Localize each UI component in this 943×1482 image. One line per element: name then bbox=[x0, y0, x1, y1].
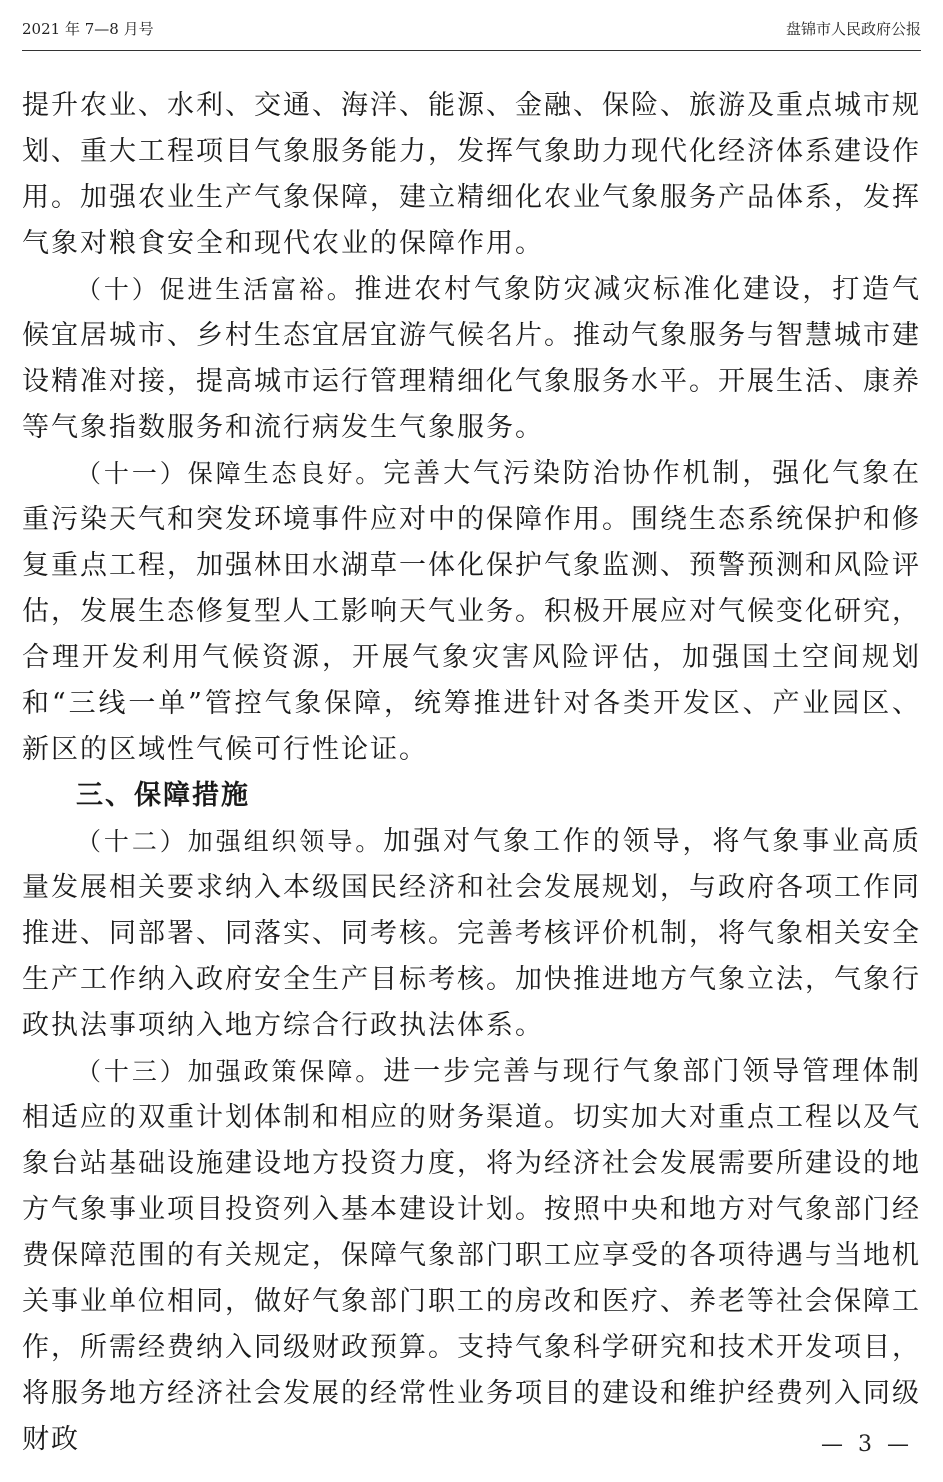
section-heading: 三、保障措施 bbox=[76, 780, 250, 811]
item-11-body: 完善大气污染防治协作机制，强化气象在重污染天气和突发环境事件应对中的保障作用。围绕生态系统保护和修复重点工程，加强林田水湖草一体化保护气象监测、预警预测和风险评估，发展生态修复型人工影响天气业务。积极开展应对气候变化研究，合理开发利用气候资源，开展气象灾害风险评估，加强国土空间规划和“三线一单”管控气象保障，统筹推进针对各类开发区、产业园区、新区的区域性气候可行性论证。 bbox=[22, 458, 921, 765]
paragraph-item-11 bbox=[22, 451, 921, 773]
page-number: — 3 — bbox=[821, 1432, 913, 1457]
paragraph-item-13 bbox=[22, 1049, 921, 1463]
issue-label: 2021 年 7—8 月号 bbox=[22, 20, 154, 38]
item-10-lead: （十）促进生活富裕。 bbox=[76, 275, 355, 304]
item-12-body: 加强对气象工作的领导，将气象事业高质量发展相关要求纳入本级国民经济和社会发展规划，与政府各项工作同推进、同部署、同落实、同考核。完善考核评价机制，将气象相关安全生产工作纳入政府安全生产目标考核。加快推进地方气象立法，气象行政执法事项纳入地方综合行政执法体系。 bbox=[22, 826, 921, 1041]
paragraph-continued: 提升农业、水利、交通、海洋、能源、金融、保险、旅游及重点城市规划、重大工程项目气象服务能力，发挥气象助力现代化经济体系建设作用。加强农业生产气象保障，建立精细化农业气象服务产品体系，发挥气象对粮食安全和现代农业的保障作用。 bbox=[22, 90, 921, 259]
page-header bbox=[22, 18, 921, 48]
header-divider bbox=[22, 50, 921, 51]
item-11-lead: （十一）保障生态良好。 bbox=[76, 459, 384, 488]
publication-title: 盘锦市人民政府公报 bbox=[785, 20, 921, 38]
paragraph-item-10 bbox=[22, 267, 921, 451]
document-body bbox=[22, 83, 921, 1463]
item-13-body: 进一步完善与现行气象部门领导管理体制相适应的双重计划体制和相应的财务渠道。切实加大对重点工程以及气象台站基础设施建设地方投资力度，将为经济社会发展需要所建设的地方气象事业项目投资列入基本建设计划。按照中央和地方对气象部门经费保障范围的有关规定，保障气象部门职工应享受的各项待遇与当地机关事业单位相同，做好气象部门职工的房改和医疗、养老等社会保障工作，所需经费纳入同级财政预算。支持气象科学研究和技术开发项目，将服务地方经济社会发展的经常性业务项目的建设和维护经费列入同级财政 bbox=[22, 1056, 921, 1455]
item-12-lead: （十二）加强组织领导。 bbox=[76, 827, 384, 856]
item-13-lead: （十三）加强政策保障。 bbox=[76, 1057, 384, 1086]
paragraph-item-12 bbox=[22, 819, 921, 1049]
item-10-body: 推进农村气象防灾减灾标准化建设，打造气候宜居城市、乡村生态宜居宜游气候名片。推动气象服务与智慧城市建设精准对接，提高城市运行管理精细化气象服务水平。开展生活、康养等气象指数服务和流行病发生气象服务。 bbox=[22, 274, 921, 443]
